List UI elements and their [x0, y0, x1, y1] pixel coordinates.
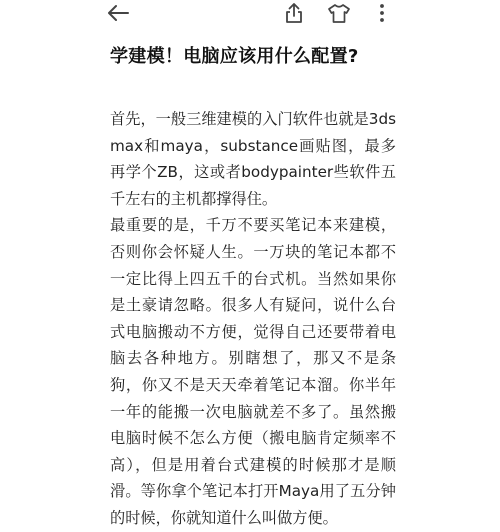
- share-button[interactable]: [282, 0, 306, 26]
- arrow-left-icon: [106, 4, 130, 22]
- article-header: [110, 40, 400, 74]
- article-body: [110, 106, 396, 532]
- share-icon: [284, 2, 304, 24]
- more-button[interactable]: [372, 0, 392, 26]
- more-vertical-icon: [379, 3, 385, 23]
- top-toolbar: [0, 0, 500, 26]
- tshirt-button[interactable]: [326, 0, 352, 26]
- paragraph-intro: 首先，一般三维建模的入门软件也就是3ds max和maya，substance画贴图，最多再学个ZB，这或者bodypainter些软件五千左右的主机都撑得住。: [110, 110, 396, 208]
- tshirt-icon: [327, 2, 351, 24]
- paragraph-advice: 最重要的是，千万不要买笔记本来建模，否则你会怀疑人生。一万块的笔记本都不一定比得上四五千的台式机。当然如果你是土豪请忽略。很多人有疑问，说什么台式电脑搬动不方便，觉得自己还要带着电脑去各种地方。别瞎想了，那又不是条狗，你又不是天天牵着笔记本溜。你半年一年的能搬一次电脑就差不多了。虽然搬电脑时候不怎么方便（搬电脑肯定频率不高），但是用着台式建模的时候那才是顺滑。等你拿个笔记本打开Maya用了五分钟的时候，你就知道什么叫做方便。: [110, 216, 396, 527]
- back-button[interactable]: [104, 0, 132, 26]
- article-title: 学建模！电脑应该用什么配置?: [110, 46, 359, 67]
